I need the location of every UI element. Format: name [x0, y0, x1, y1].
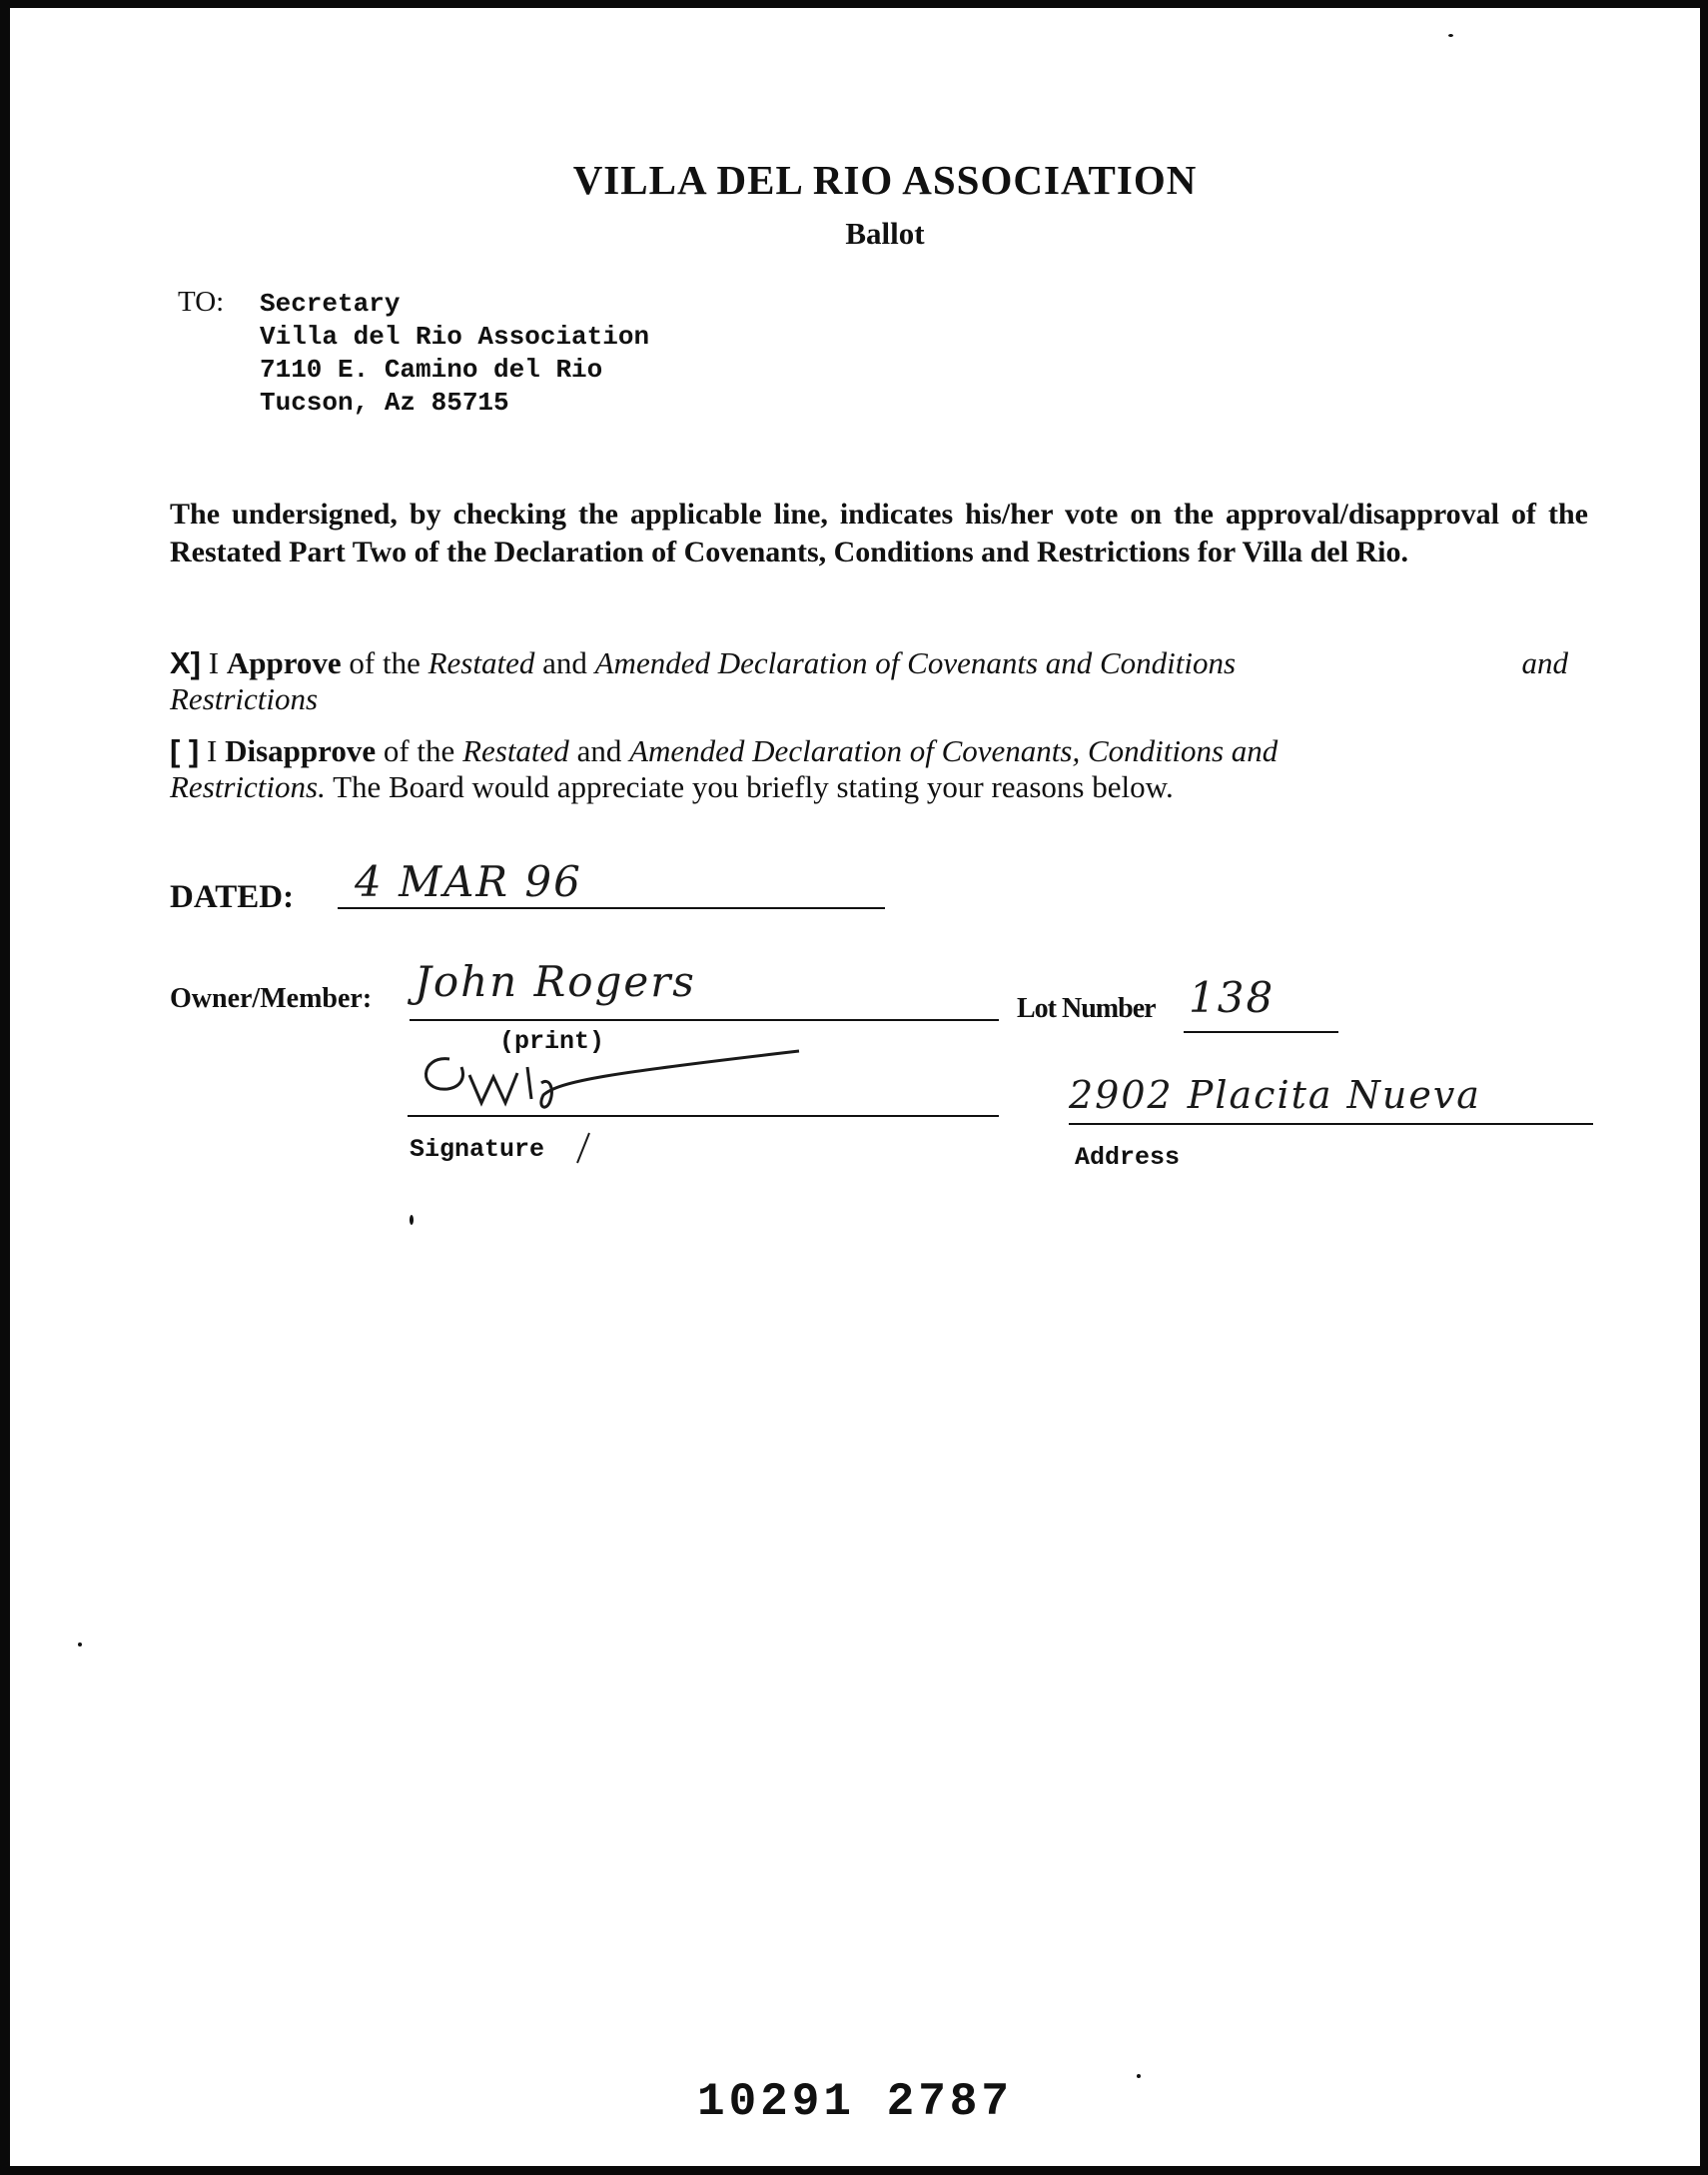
scan-speck [410, 1215, 414, 1225]
signature-line [408, 1115, 999, 1117]
to-label: TO: [178, 286, 225, 318]
address-line [1069, 1123, 1593, 1125]
owner-label: Owner/Member: [170, 983, 373, 1014]
pen-stroke [569, 1129, 599, 1169]
recipient-line: Tucson, Az 85715 [260, 388, 509, 418]
dated-label: DATED: [170, 879, 295, 915]
signature-label: Signature [410, 1135, 545, 1164]
document-title: VILLA DEL RIO ASSOCIATION [572, 157, 1198, 203]
dated-value[interactable]: 4 MAR 96 [355, 857, 582, 906]
ballot-page [10, 8, 1700, 2166]
scan-speck [78, 1642, 82, 1646]
scan-speck [1448, 34, 1453, 37]
address-value[interactable]: 2902 Placita Nueva [1069, 1073, 1481, 1117]
disapprove-checkbox[interactable]: [ ] [170, 733, 200, 768]
approve-checkbox[interactable]: X] [170, 645, 201, 680]
scan-speck [1137, 2074, 1141, 2078]
dated-line [338, 907, 885, 909]
disapprove-keyword: Disapprove [225, 733, 377, 768]
lot-line [1184, 1031, 1338, 1033]
owner-line [410, 1019, 999, 1021]
approve-keyword: Approve [226, 645, 342, 680]
recipient-line: 7110 E. Camino del Rio [260, 355, 603, 385]
recipient-address [260, 288, 649, 420]
disapprove-note: The Board would appreciate you briefly stating your reasons below. [333, 769, 1174, 804]
handwritten-signature [410, 1037, 809, 1117]
intro-paragraph: The undersigned, by checking the applicable line, indicates his/her vote on the approval/disapproval of the Restated Part Two of the Declaration of Covenants, Conditions and Restrictions for Villa del Rio. [170, 498, 1588, 568]
document-subtitle: Ballot [845, 216, 925, 251]
document-number: 10291 2787 [696, 2076, 1014, 2128]
recipient-line: Villa del Rio Association [260, 322, 650, 352]
lot-value[interactable]: 138 [1189, 973, 1276, 1022]
recipient-line: Secretary [260, 289, 401, 319]
print-label: (print) [499, 1027, 605, 1056]
disapprove-option: [ ] I Disapprove of the Restated and Amended Declaration of Covenants, Conditions and Restrictions. The Board would appreciate you briefly stating your reasons below. [170, 733, 1279, 804]
owner-value[interactable]: John Rogers [415, 957, 696, 1006]
lot-label: Lot Number [1017, 993, 1156, 1024]
approve-option: X] I Approve of the Restated and Amended Declaration of Covenants and Conditions and Restrictions [170, 645, 1568, 716]
address-label: Address [1075, 1143, 1181, 1172]
